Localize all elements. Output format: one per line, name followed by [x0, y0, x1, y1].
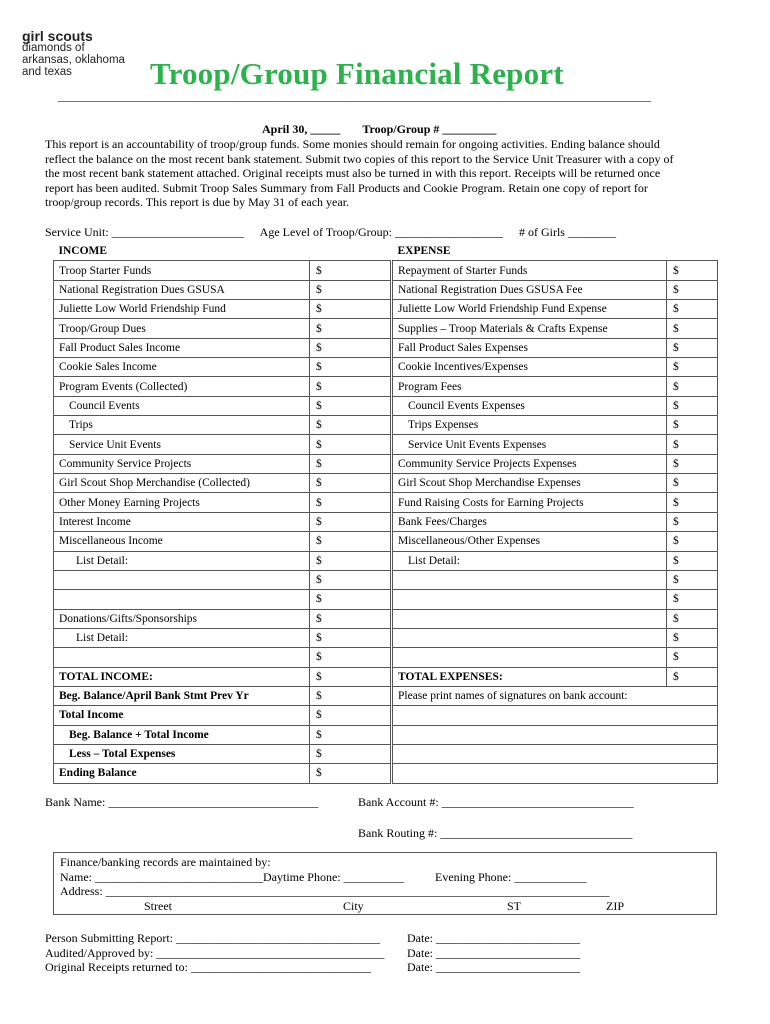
expense-amount-field[interactable]: $: [667, 338, 718, 357]
report-dateline: [262, 122, 518, 137]
income-amount-field[interactable]: $: [310, 686, 391, 705]
table-row: [54, 706, 391, 725]
income-amount-field[interactable]: $: [310, 725, 391, 744]
expense-row-label: List Detail:: [393, 551, 667, 570]
income-amount-field[interactable]: $: [310, 609, 391, 628]
expense-row-label: [393, 725, 718, 744]
income-table: [53, 242, 391, 784]
income-row-label: TOTAL INCOME:: [54, 667, 310, 686]
table-row: [54, 435, 391, 454]
city-caption: City: [343, 898, 364, 913]
expense-row-label: TOTAL EXPENSES:: [393, 667, 667, 686]
bank-routing-field[interactable]: Bank Routing #: ________________________________: [358, 826, 633, 840]
page-title: Troop/Group Financial Report: [150, 56, 564, 91]
income-amount-field[interactable]: $: [310, 338, 391, 357]
expense-amount-field[interactable]: $: [667, 570, 718, 589]
income-amount-field[interactable]: $: [310, 280, 391, 299]
income-row-label: Other Money Earning Projects: [54, 493, 310, 512]
expense-table: [392, 242, 718, 784]
records-address-field[interactable]: Address: ____________________________________________________________________________________: [60, 884, 610, 898]
evening-phone-field[interactable]: Evening Phone: ____________: [435, 869, 587, 884]
table-row: [54, 358, 391, 377]
logo-line: diamonds of: [22, 42, 85, 54]
table-row: [54, 493, 391, 512]
income-row-label: Interest Income: [54, 512, 310, 531]
expense-row-label: Supplies – Troop Materials & Crafts Expense: [393, 319, 667, 338]
table-row: [54, 532, 391, 551]
income-row-label: Community Service Projects: [54, 454, 310, 473]
expense-row-label: [393, 706, 718, 725]
expense-amount-field[interactable]: $: [667, 454, 718, 473]
income-row-label: National Registration Dues GSUSA: [54, 280, 310, 299]
expense-row-label: Bank Fees/Charges: [393, 512, 667, 531]
income-amount-field[interactable]: $: [310, 300, 391, 319]
income-row-label: Juliette Low World Friendship Fund: [54, 300, 310, 319]
table-row: [54, 319, 391, 338]
expense-amount-field[interactable]: $: [667, 551, 718, 570]
table-row: [393, 725, 718, 744]
income-row-label: Total Income: [54, 706, 310, 725]
table-row: [54, 512, 391, 531]
table-row: [393, 532, 718, 551]
table-row: [54, 667, 391, 686]
address-captions: [60, 899, 716, 914]
expense-amount-field[interactable]: $: [667, 590, 718, 609]
bank-name-field[interactable]: Bank Name: ___________________________________: [45, 795, 319, 809]
instructions-paragraph: This report is an accountability of troop/group funds. Some monies should remain for ongoing activities. Ending balance should reflect the balance on the most recent bank statement. Submit two copies of this report to the Service Unit Treasurer with a copy of the most recent bank statement attached. Original receipts must also be turned in with this report. Receipts will be returned once report has been audited. Submit Troop Sales Summary from Fall Products and Cookie Program. Retain one copy of report for troop/group records. This report is due by May 31 of each year.: [45, 137, 674, 210]
expense-row-label: Juliette Low World Friendship Fund Expense: [393, 300, 667, 319]
income-amount-field[interactable]: $: [310, 667, 391, 686]
table-row: [393, 435, 718, 454]
table-row: [393, 338, 718, 357]
table-row: [54, 648, 391, 667]
income-amount-field[interactable]: $: [310, 628, 391, 647]
expense-row-label: Service Unit Events Expenses: [393, 435, 667, 454]
table-row: [54, 454, 391, 473]
expense-row-label: [393, 570, 667, 589]
expense-amount-field[interactable]: $: [667, 261, 718, 280]
expense-amount-field[interactable]: $: [667, 512, 718, 531]
table-row: [54, 570, 391, 589]
income-amount-field[interactable]: $: [310, 648, 391, 667]
bank-account-field[interactable]: Bank Account #: ________________________________: [358, 795, 634, 809]
expense-row-label: Miscellaneous/Other Expenses: [393, 532, 667, 551]
signature-field[interactable]: Person Submitting Report: __________________________________: [45, 931, 381, 945]
income-amount-field[interactable]: $: [310, 358, 391, 377]
expense-row-label: [393, 628, 667, 647]
income-row-label: Trips: [54, 416, 310, 435]
table-row: [393, 261, 718, 280]
table-row: [393, 377, 718, 396]
income-amount-field[interactable]: $: [310, 261, 391, 280]
income-row-label: Less – Total Expenses: [54, 744, 310, 763]
income-amount-field[interactable]: $: [310, 319, 391, 338]
signature-field[interactable]: Audited/Approved by: ______________________________________: [45, 945, 385, 960]
table-row: [54, 300, 391, 319]
expense-row-label: National Registration Dues GSUSA Fee: [393, 280, 667, 299]
income-amount-field[interactable]: $: [310, 551, 391, 570]
records-heading: Finance/banking records are maintained by:: [60, 855, 271, 869]
report-date[interactable]: April 30, _____: [262, 122, 341, 136]
expense-row-label: Cookie Incentives/Expenses: [393, 358, 667, 377]
table-row: [393, 280, 718, 299]
expense-amount-field[interactable]: $: [667, 667, 718, 686]
table-row: [54, 261, 391, 280]
income-row-label: Miscellaneous Income: [54, 532, 310, 551]
expense-amount-field[interactable]: $: [667, 474, 718, 493]
expense-amount-field[interactable]: $: [667, 648, 718, 667]
expense-header: EXPENSE: [393, 242, 718, 261]
expense-amount-field[interactable]: $: [667, 416, 718, 435]
expense-row-label: [393, 648, 667, 667]
table-row: [54, 377, 391, 396]
income-row-label: Cookie Sales Income: [54, 358, 310, 377]
table-row: [393, 416, 718, 435]
expense-row-label: [393, 590, 667, 609]
table-row: [393, 628, 718, 647]
signature-row: [45, 945, 580, 961]
table-row: [393, 570, 718, 589]
table-row: [393, 493, 718, 512]
table-row: [54, 338, 391, 357]
expense-row-label: Program Fees: [393, 377, 667, 396]
expense-row-label: [393, 744, 718, 763]
table-row: [393, 648, 718, 667]
expense-amount-field[interactable]: $: [667, 493, 718, 512]
girl-scouts-logo: [22, 30, 152, 78]
expense-amount-field[interactable]: $: [667, 280, 718, 299]
signature-row: [45, 931, 580, 946]
income-header: INCOME: [54, 242, 391, 261]
zip-caption: ZIP: [606, 898, 624, 913]
income-row-label: Program Events (Collected): [54, 377, 310, 396]
income-row-label: Service Unit Events: [54, 435, 310, 454]
income-row-label: Council Events: [54, 396, 310, 415]
income-amount-field[interactable]: $: [310, 532, 391, 551]
table-row: [54, 474, 391, 493]
table-row: [393, 706, 718, 725]
table-row: [54, 590, 391, 609]
income-amount-field[interactable]: $: [310, 590, 391, 609]
income-row-label: Troop/Group Dues: [54, 319, 310, 338]
table-row: [393, 474, 718, 493]
expense-row-label: Trips Expenses: [393, 416, 667, 435]
income-row-label: Fall Product Sales Income: [54, 338, 310, 357]
table-row: [54, 628, 391, 647]
records-box: [53, 852, 717, 915]
date-field[interactable]: Date: ________________________: [407, 960, 580, 974]
income-row-label: Girl Scout Shop Merchandise (Collected): [54, 474, 310, 493]
records-name-field[interactable]: Name: ____________________________Daytime Phone: __________: [60, 869, 404, 884]
income-row-label: List Detail:: [54, 628, 310, 647]
income-row-label: Donations/Gifts/Sponsorships: [54, 609, 310, 628]
income-amount-field[interactable]: $: [310, 493, 391, 512]
income-amount-field[interactable]: $: [310, 454, 391, 473]
age-level-field[interactable]: Age Level of Troop/Group: __________________: [259, 225, 503, 239]
table-row: [393, 454, 718, 473]
income-row-label: [54, 590, 310, 609]
troop-number[interactable]: Troop/Group # _________: [362, 122, 497, 136]
table-row: [54, 416, 391, 435]
expense-row-label: Girl Scout Shop Merchandise Expenses: [393, 474, 667, 493]
table-row: [54, 764, 391, 783]
table-row: [393, 551, 718, 570]
income-amount-field[interactable]: $: [310, 474, 391, 493]
expense-row-label: Fund Raising Costs for Earning Projects: [393, 493, 667, 512]
logo-brand: girl scouts: [22, 28, 93, 44]
street-caption: Street: [144, 898, 172, 913]
table-row: [393, 300, 718, 319]
expense-amount-field[interactable]: $: [667, 319, 718, 338]
expense-amount-field[interactable]: $: [667, 609, 718, 628]
income-row-label: Ending Balance: [54, 764, 310, 783]
table-row: [393, 609, 718, 628]
income-amount-field[interactable]: $: [310, 435, 391, 454]
expense-row-label: Fall Product Sales Expenses: [393, 338, 667, 357]
expense-row-label: Repayment of Starter Funds: [393, 261, 667, 280]
expense-row-label: Community Service Projects Expenses: [393, 454, 667, 473]
date-field[interactable]: Date: ________________________: [407, 945, 580, 960]
expense-row-label: [393, 764, 718, 783]
income-row-label: List Detail:: [54, 551, 310, 570]
expense-amount-field[interactable]: $: [667, 396, 718, 415]
expense-amount-field[interactable]: $: [667, 358, 718, 377]
income-row-label: Beg. Balance + Total Income: [54, 725, 310, 744]
date-field[interactable]: Date: ________________________: [407, 931, 580, 945]
income-row-label: Beg. Balance/April Bank Stmt Prev Yr: [54, 686, 310, 705]
signature-row: [45, 960, 580, 975]
logo-line: arkansas, oklahoma: [22, 54, 125, 66]
expense-amount-field[interactable]: $: [667, 377, 718, 396]
table-row: [54, 280, 391, 299]
table-row: [393, 686, 718, 705]
expense-amount-field[interactable]: $: [667, 435, 718, 454]
income-amount-field[interactable]: $: [310, 396, 391, 415]
title-divider: [58, 101, 651, 102]
table-row: [54, 725, 391, 744]
expense-row-label: Council Events Expenses: [393, 396, 667, 415]
expense-amount-field[interactable]: $: [667, 628, 718, 647]
table-row: [393, 744, 718, 763]
expense-amount-field[interactable]: $: [667, 532, 718, 551]
income-amount-field[interactable]: $: [310, 377, 391, 396]
income-amount-field[interactable]: $: [310, 744, 391, 763]
service-unit-field[interactable]: Service Unit: ______________________: [45, 225, 244, 239]
table-row: [393, 319, 718, 338]
income-row-label: [54, 648, 310, 667]
signature-field[interactable]: Original Receipts returned to: ______________________________: [45, 960, 371, 974]
table-row: [54, 686, 391, 705]
girls-count-field[interactable]: # of Girls ________: [518, 225, 616, 239]
table-row: [393, 667, 718, 686]
table-row: [54, 396, 391, 415]
income-amount-field[interactable]: $: [310, 570, 391, 589]
expense-amount-field[interactable]: $: [667, 300, 718, 319]
income-amount-field[interactable]: $: [310, 512, 391, 531]
signature-section: [45, 931, 580, 975]
table-row: [54, 551, 391, 570]
logo-line: and texas: [22, 66, 72, 78]
income-amount-field[interactable]: $: [310, 706, 391, 725]
table-row: [393, 396, 718, 415]
income-row-label: Troop Starter Funds: [54, 261, 310, 280]
table-row: [393, 764, 718, 783]
service-unit-line: [45, 225, 725, 240]
table-row: [393, 358, 718, 377]
expense-row-label: [393, 609, 667, 628]
state-caption: ST: [507, 898, 522, 913]
income-row-label: [54, 570, 310, 589]
table-row: [54, 609, 391, 628]
expense-row-label: Please print names of signatures on bank account:: [393, 686, 718, 705]
table-row: [54, 744, 391, 763]
records-name-row: [60, 870, 716, 885]
table-row: [393, 590, 718, 609]
income-amount-field[interactable]: $: [310, 416, 391, 435]
table-row: [393, 512, 718, 531]
income-amount-field[interactable]: $: [310, 764, 391, 783]
